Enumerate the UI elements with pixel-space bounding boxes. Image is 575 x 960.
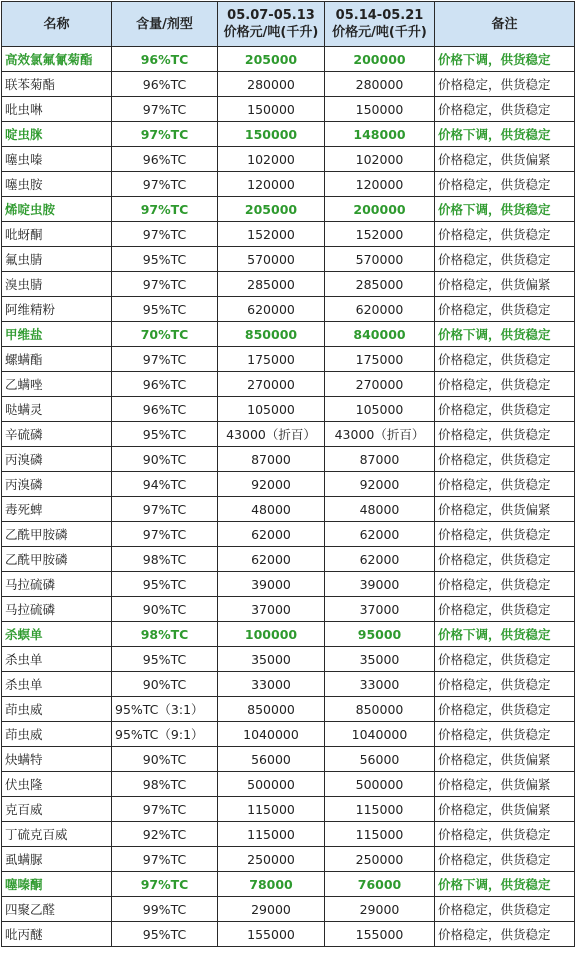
cell-price-period1: 35000 [218,647,325,672]
cell-name: 吡丙醚 [2,922,112,947]
table-row [2,622,575,647]
cell-price-period2: 280000 [325,72,435,97]
cell-price-period1: 102000 [218,147,325,172]
cell-price-period2: 570000 [325,247,435,272]
cell-price-period1: 105000 [218,397,325,422]
cell-name: 溴虫腈 [2,272,112,297]
cell-price-period1: 155000 [218,922,325,947]
cell-spec: 96%TC [112,72,218,97]
table-row [2,797,575,822]
table-body [2,47,575,947]
cell-name: 四聚乙醛 [2,897,112,922]
cell-note: 价格稳定，供货稳定 [435,372,575,397]
cell-spec: 90%TC [112,597,218,622]
cell-spec: 95%TC（9:1） [112,722,218,747]
table-row [2,122,575,147]
cell-price-period1: 29000 [218,897,325,922]
cell-note: 价格稳定，供货稳定 [435,572,575,597]
header-period2-dates: 05.14-05.21 [335,8,424,23]
cell-spec: 96%TC [112,397,218,422]
cell-note: 价格稳定，供货偏紧 [435,772,575,797]
cell-price-period2: 270000 [325,372,435,397]
cell-note: 价格稳定，供货稳定 [435,447,575,472]
cell-price-period2: 92000 [325,472,435,497]
cell-name: 茚虫威 [2,697,112,722]
cell-name: 乙酰甲胺磷 [2,522,112,547]
cell-price-period1: 500000 [218,772,325,797]
cell-price-period1: 175000 [218,347,325,372]
cell-name: 炔螨特 [2,747,112,772]
cell-note: 价格稳定，供货稳定 [435,897,575,922]
cell-price-period1: 285000 [218,272,325,297]
cell-price-period2: 152000 [325,222,435,247]
cell-spec: 90%TC [112,747,218,772]
cell-name: 噻嗪酮 [2,872,112,897]
cell-spec: 98%TC [112,622,218,647]
table-row [2,247,575,272]
cell-name: 联苯菊酯 [2,72,112,97]
cell-spec: 97%TC [112,272,218,297]
header-period1 [218,2,325,47]
table-row [2,522,575,547]
cell-price-period2: 33000 [325,672,435,697]
cell-price-period2: 35000 [325,647,435,672]
table-row [2,172,575,197]
table-row [2,547,575,572]
cell-spec: 95%TC [112,422,218,447]
cell-name: 噻虫嗪 [2,147,112,172]
cell-name: 丙溴磷 [2,472,112,497]
cell-name: 乙酰甲胺磷 [2,547,112,572]
table-row [2,697,575,722]
cell-name: 丙溴磷 [2,447,112,472]
cell-note: 价格稳定，供货稳定 [435,697,575,722]
table-row [2,772,575,797]
cell-price-period1: 270000 [218,372,325,397]
table-row [2,597,575,622]
cell-price-period1: 280000 [218,72,325,97]
cell-price-period2: 39000 [325,572,435,597]
cell-spec: 90%TC [112,672,218,697]
table-row [2,147,575,172]
header-spec: 含量/剂型 [112,2,218,47]
cell-price-period2: 120000 [325,172,435,197]
header-period2-unit: 价格元/吨(千升) [332,25,427,40]
table-row [2,722,575,747]
cell-price-period2: 102000 [325,147,435,172]
cell-price-period2: 840000 [325,322,435,347]
cell-price-period2: 62000 [325,522,435,547]
cell-price-period1: 570000 [218,247,325,272]
cell-name: 马拉硫磷 [2,572,112,597]
cell-price-period1: 39000 [218,572,325,597]
cell-name: 螺螨酯 [2,347,112,372]
cell-price-period2: 175000 [325,347,435,372]
cell-price-period1: 62000 [218,522,325,547]
cell-spec: 95%TC [112,572,218,597]
cell-price-period2: 62000 [325,547,435,572]
cell-price-period2: 115000 [325,797,435,822]
table-row [2,322,575,347]
cell-note: 价格稳定，供货稳定 [435,547,575,572]
cell-price-period1: 43000（折百） [218,422,325,447]
cell-spec: 95%TC（3:1） [112,697,218,722]
cell-price-period1: 152000 [218,222,325,247]
cell-price-period2: 155000 [325,922,435,947]
cell-name: 烯啶虫胺 [2,197,112,222]
cell-spec: 94%TC [112,472,218,497]
cell-name: 阿维精粉 [2,297,112,322]
cell-price-period1: 115000 [218,822,325,847]
table-row [2,372,575,397]
header-period1-unit: 价格元/吨(千升) [223,25,319,40]
cell-price-period1: 78000 [218,872,325,897]
cell-spec: 99%TC [112,897,218,922]
cell-spec: 95%TC [112,922,218,947]
cell-note: 价格稳定，供货稳定 [435,297,575,322]
price-table-container [1,1,574,947]
cell-price-period1: 150000 [218,97,325,122]
cell-price-period2: 56000 [325,747,435,772]
cell-spec: 97%TC [112,522,218,547]
cell-price-period1: 850000 [218,697,325,722]
cell-spec: 97%TC [112,347,218,372]
cell-note: 价格下调，供货稳定 [435,322,575,347]
cell-note: 价格下调，供货稳定 [435,197,575,222]
cell-name: 马拉硫磷 [2,597,112,622]
table-row [2,872,575,897]
cell-price-period1: 56000 [218,747,325,772]
cell-name: 吡虫啉 [2,97,112,122]
cell-price-period2: 105000 [325,397,435,422]
header-name: 名称 [2,2,112,47]
cell-note: 价格稳定，供货稳定 [435,922,575,947]
header-period1-dates: 05.07-05.13 [227,8,315,23]
cell-note: 价格稳定，供货稳定 [435,347,575,372]
cell-spec: 97%TC [112,872,218,897]
cell-note: 价格稳定，供货稳定 [435,522,575,547]
cell-price-period2: 95000 [325,622,435,647]
cell-price-period1: 115000 [218,797,325,822]
cell-price-period2: 37000 [325,597,435,622]
cell-price-period2: 148000 [325,122,435,147]
cell-note: 价格下调，供货稳定 [435,47,575,72]
table-row [2,472,575,497]
cell-price-period1: 250000 [218,847,325,872]
table-row [2,647,575,672]
cell-price-period1: 205000 [218,197,325,222]
cell-price-period2: 87000 [325,447,435,472]
cell-note: 价格稳定，供货偏紧 [435,147,575,172]
cell-price-period1: 62000 [218,547,325,572]
cell-name: 乙螨唑 [2,372,112,397]
cell-name: 杀虫单 [2,647,112,672]
cell-name: 伏虫隆 [2,772,112,797]
cell-spec: 70%TC [112,322,218,347]
cell-note: 价格稳定，供货稳定 [435,422,575,447]
cell-name: 克百威 [2,797,112,822]
cell-spec: 97%TC [112,172,218,197]
table-row [2,272,575,297]
table-row [2,297,575,322]
cell-price-period2: 48000 [325,497,435,522]
table-row [2,747,575,772]
table-row [2,922,575,947]
cell-spec: 97%TC [112,97,218,122]
cell-name: 杀虫单 [2,672,112,697]
cell-spec: 97%TC [112,122,218,147]
cell-price-period2: 150000 [325,97,435,122]
table-row [2,97,575,122]
cell-note: 价格稳定，供货稳定 [435,672,575,697]
cell-note: 价格下调，供货稳定 [435,622,575,647]
cell-price-period2: 76000 [325,872,435,897]
cell-name: 高效氯氟氰菊酯 [2,47,112,72]
cell-note: 价格稳定，供货偏紧 [435,497,575,522]
cell-note: 价格稳定，供货稳定 [435,97,575,122]
table-row [2,572,575,597]
cell-note: 价格稳定，供货稳定 [435,722,575,747]
cell-spec: 97%TC [112,197,218,222]
table-row [2,347,575,372]
cell-price-period1: 150000 [218,122,325,147]
cell-name: 丁硫克百威 [2,822,112,847]
cell-spec: 95%TC [112,647,218,672]
cell-note: 价格稳定，供货稳定 [435,72,575,97]
cell-name: 毒死蜱 [2,497,112,522]
cell-name: 氟虫腈 [2,247,112,272]
cell-spec: 97%TC [112,222,218,247]
cell-price-period2: 200000 [325,47,435,72]
table-row [2,397,575,422]
cell-note: 价格稳定，供货稳定 [435,822,575,847]
header-note: 备注 [435,2,575,47]
table-row [2,847,575,872]
cell-spec: 92%TC [112,822,218,847]
cell-note: 价格稳定，供货偏紧 [435,797,575,822]
cell-note: 价格稳定，供货稳定 [435,247,575,272]
table-row [2,197,575,222]
cell-name: 虱螨脲 [2,847,112,872]
cell-spec: 95%TC [112,297,218,322]
cell-price-period1: 87000 [218,447,325,472]
cell-note: 价格稳定，供货偏紧 [435,272,575,297]
cell-price-period2: 500000 [325,772,435,797]
cell-name: 哒螨灵 [2,397,112,422]
cell-name: 茚虫威 [2,722,112,747]
cell-note: 价格稳定，供货稳定 [435,597,575,622]
table-header [2,2,575,47]
cell-price-period1: 850000 [218,322,325,347]
cell-price-period2: 620000 [325,297,435,322]
cell-spec: 97%TC [112,497,218,522]
cell-name: 甲维盐 [2,322,112,347]
cell-price-period1: 620000 [218,297,325,322]
cell-price-period1: 100000 [218,622,325,647]
table-row [2,222,575,247]
cell-note: 价格稳定，供货稳定 [435,222,575,247]
header-period2 [325,2,435,47]
table-row [2,822,575,847]
table-row [2,72,575,97]
cell-spec: 90%TC [112,447,218,472]
cell-spec: 98%TC [112,547,218,572]
cell-name: 杀螟单 [2,622,112,647]
cell-name: 吡蚜酮 [2,222,112,247]
cell-price-period1: 1040000 [218,722,325,747]
cell-price-period1: 48000 [218,497,325,522]
cell-name: 啶虫脒 [2,122,112,147]
cell-price-period2: 29000 [325,897,435,922]
cell-note: 价格稳定，供货稳定 [435,847,575,872]
cell-spec: 96%TC [112,47,218,72]
cell-spec: 96%TC [112,372,218,397]
cell-name: 噻虫胺 [2,172,112,197]
cell-note: 价格下调，供货稳定 [435,872,575,897]
cell-price-period1: 205000 [218,47,325,72]
cell-price-period2: 250000 [325,847,435,872]
cell-price-period1: 33000 [218,672,325,697]
cell-spec: 96%TC [112,147,218,172]
cell-note: 价格稳定，供货稳定 [435,397,575,422]
cell-note: 价格稳定，供货稳定 [435,472,575,497]
pesticide-price-table [1,1,575,947]
cell-price-period2: 1040000 [325,722,435,747]
table-row [2,672,575,697]
cell-price-period2: 285000 [325,272,435,297]
cell-price-period2: 43000（折百） [325,422,435,447]
cell-name: 辛硫磷 [2,422,112,447]
cell-spec: 97%TC [112,797,218,822]
cell-price-period2: 850000 [325,697,435,722]
cell-price-period1: 120000 [218,172,325,197]
table-row [2,497,575,522]
cell-note: 价格稳定，供货稳定 [435,172,575,197]
cell-spec: 95%TC [112,247,218,272]
table-row [2,447,575,472]
table-row [2,422,575,447]
cell-spec: 97%TC [112,847,218,872]
cell-price-period1: 37000 [218,597,325,622]
cell-note: 价格下调，供货稳定 [435,122,575,147]
cell-price-period2: 200000 [325,197,435,222]
table-row [2,47,575,72]
header-row [2,2,575,47]
cell-note: 价格稳定，供货偏紧 [435,747,575,772]
cell-price-period2: 115000 [325,822,435,847]
table-row [2,897,575,922]
cell-price-period1: 92000 [218,472,325,497]
cell-note: 价格稳定，供货稳定 [435,647,575,672]
cell-spec: 98%TC [112,772,218,797]
